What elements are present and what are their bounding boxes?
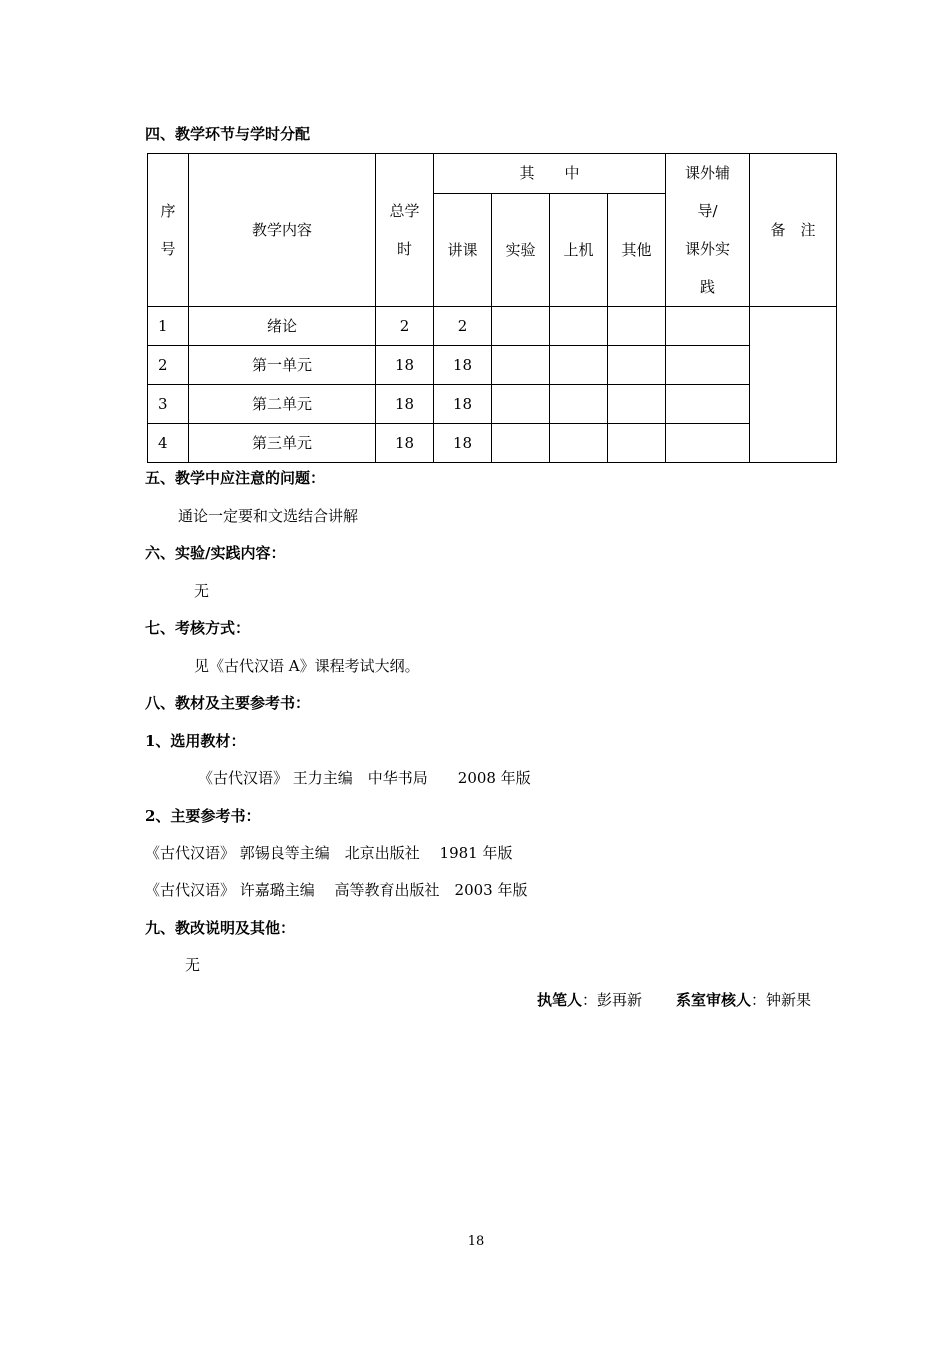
header-content: 教学内容: [189, 154, 376, 307]
section9-text: 无: [185, 956, 201, 974]
row-seq: 2: [148, 346, 189, 385]
section7-heading: 七、考核方式：: [145, 619, 251, 637]
row-computer: [550, 307, 608, 346]
section9-heading: 九、教改说明及其他：: [145, 919, 296, 937]
section5-heading: 五、教学中应注意的问题：: [145, 469, 326, 487]
header-extra-line1: 课外辅: [685, 164, 731, 182]
table-row: [148, 385, 837, 424]
table-row: [148, 424, 837, 463]
header-experiment: 实验: [492, 193, 550, 306]
row-lecture: 18: [434, 385, 492, 424]
row-content: 第一单元: [189, 346, 376, 385]
header-lecture: 讲课: [434, 193, 492, 306]
section4-heading: 四、教学环节与学时分配: [145, 125, 311, 143]
header-seq-line2: 号: [160, 240, 176, 258]
row-note: [750, 307, 837, 463]
row-extra: [666, 346, 750, 385]
reference-2: 《古代汉语》 许嘉璐主编 高等教育出版社 2003 年版: [145, 881, 528, 899]
header-seq: [148, 154, 189, 307]
header-extra-line2: 导/: [697, 202, 718, 220]
writer-label: 执笔人: [537, 991, 583, 1009]
table-row: [148, 307, 837, 346]
row-seq: 4: [148, 424, 189, 463]
row-extra: [666, 424, 750, 463]
row-lecture: 18: [434, 424, 492, 463]
header-extra-line4: 践: [700, 278, 716, 296]
header-hours-line2: 时: [396, 240, 412, 258]
row-other: [608, 424, 666, 463]
writer-name: ：彭再新: [582, 991, 643, 1009]
row-computer: [550, 346, 608, 385]
header-hours-line1: 总学: [389, 202, 420, 220]
header-hours: [376, 154, 434, 307]
hours-allocation-table: [147, 153, 837, 463]
row-extra: [666, 385, 750, 424]
row-experiment: [492, 385, 550, 424]
reviewer-label: 系室审核人: [676, 991, 752, 1009]
section7-text: 见《古代汉语 A》课程考试大纲。: [194, 657, 420, 675]
header-extra-line3: 课外实: [685, 240, 731, 258]
row-hours: 2: [376, 307, 434, 346]
header-extra: [666, 154, 750, 307]
row-experiment: [492, 424, 550, 463]
section6-heading: 六、实验/实践内容：: [145, 544, 286, 562]
row-seq: 1: [148, 307, 189, 346]
section5-text: 通论一定要和文选结合讲解: [178, 507, 359, 525]
reference-1: 《古代汉语》 郭锡良等主编 北京出版社 1981 年版: [145, 844, 513, 862]
row-computer: [550, 385, 608, 424]
row-computer: [550, 424, 608, 463]
row-content: 第三单元: [189, 424, 376, 463]
row-lecture: 18: [434, 346, 492, 385]
row-extra: [666, 307, 750, 346]
section8-sub2-heading: 2、主要参考书：: [145, 807, 261, 825]
row-lecture: 2: [434, 307, 492, 346]
row-experiment: [492, 346, 550, 385]
row-other: [608, 346, 666, 385]
header-group: 其 中: [434, 154, 666, 194]
header-other: 其他: [608, 193, 666, 306]
header-note: 备 注: [750, 154, 837, 307]
table-row: [148, 346, 837, 385]
section8-sub1-heading: 1、选用教材：: [145, 732, 246, 750]
section8-heading: 八、教材及主要参考书：: [145, 694, 311, 712]
page-number: 18: [467, 1234, 485, 1249]
section6-text: 无: [194, 582, 210, 600]
row-hours: 18: [376, 424, 434, 463]
row-other: [608, 307, 666, 346]
row-content: 第二单元: [189, 385, 376, 424]
header-seq-line1: 序: [160, 202, 176, 220]
row-hours: 18: [376, 385, 434, 424]
row-seq: 3: [148, 385, 189, 424]
reviewer-name: ：钟新果: [751, 991, 812, 1009]
signature-line: [537, 990, 811, 1010]
row-hours: 18: [376, 346, 434, 385]
row-experiment: [492, 307, 550, 346]
row-other: [608, 385, 666, 424]
header-computer: 上机: [550, 193, 608, 306]
section8-sub1-text: 《古代汉语》 王力主编 中华书局 2008 年版: [198, 769, 531, 787]
row-content: 绪论: [189, 307, 376, 346]
